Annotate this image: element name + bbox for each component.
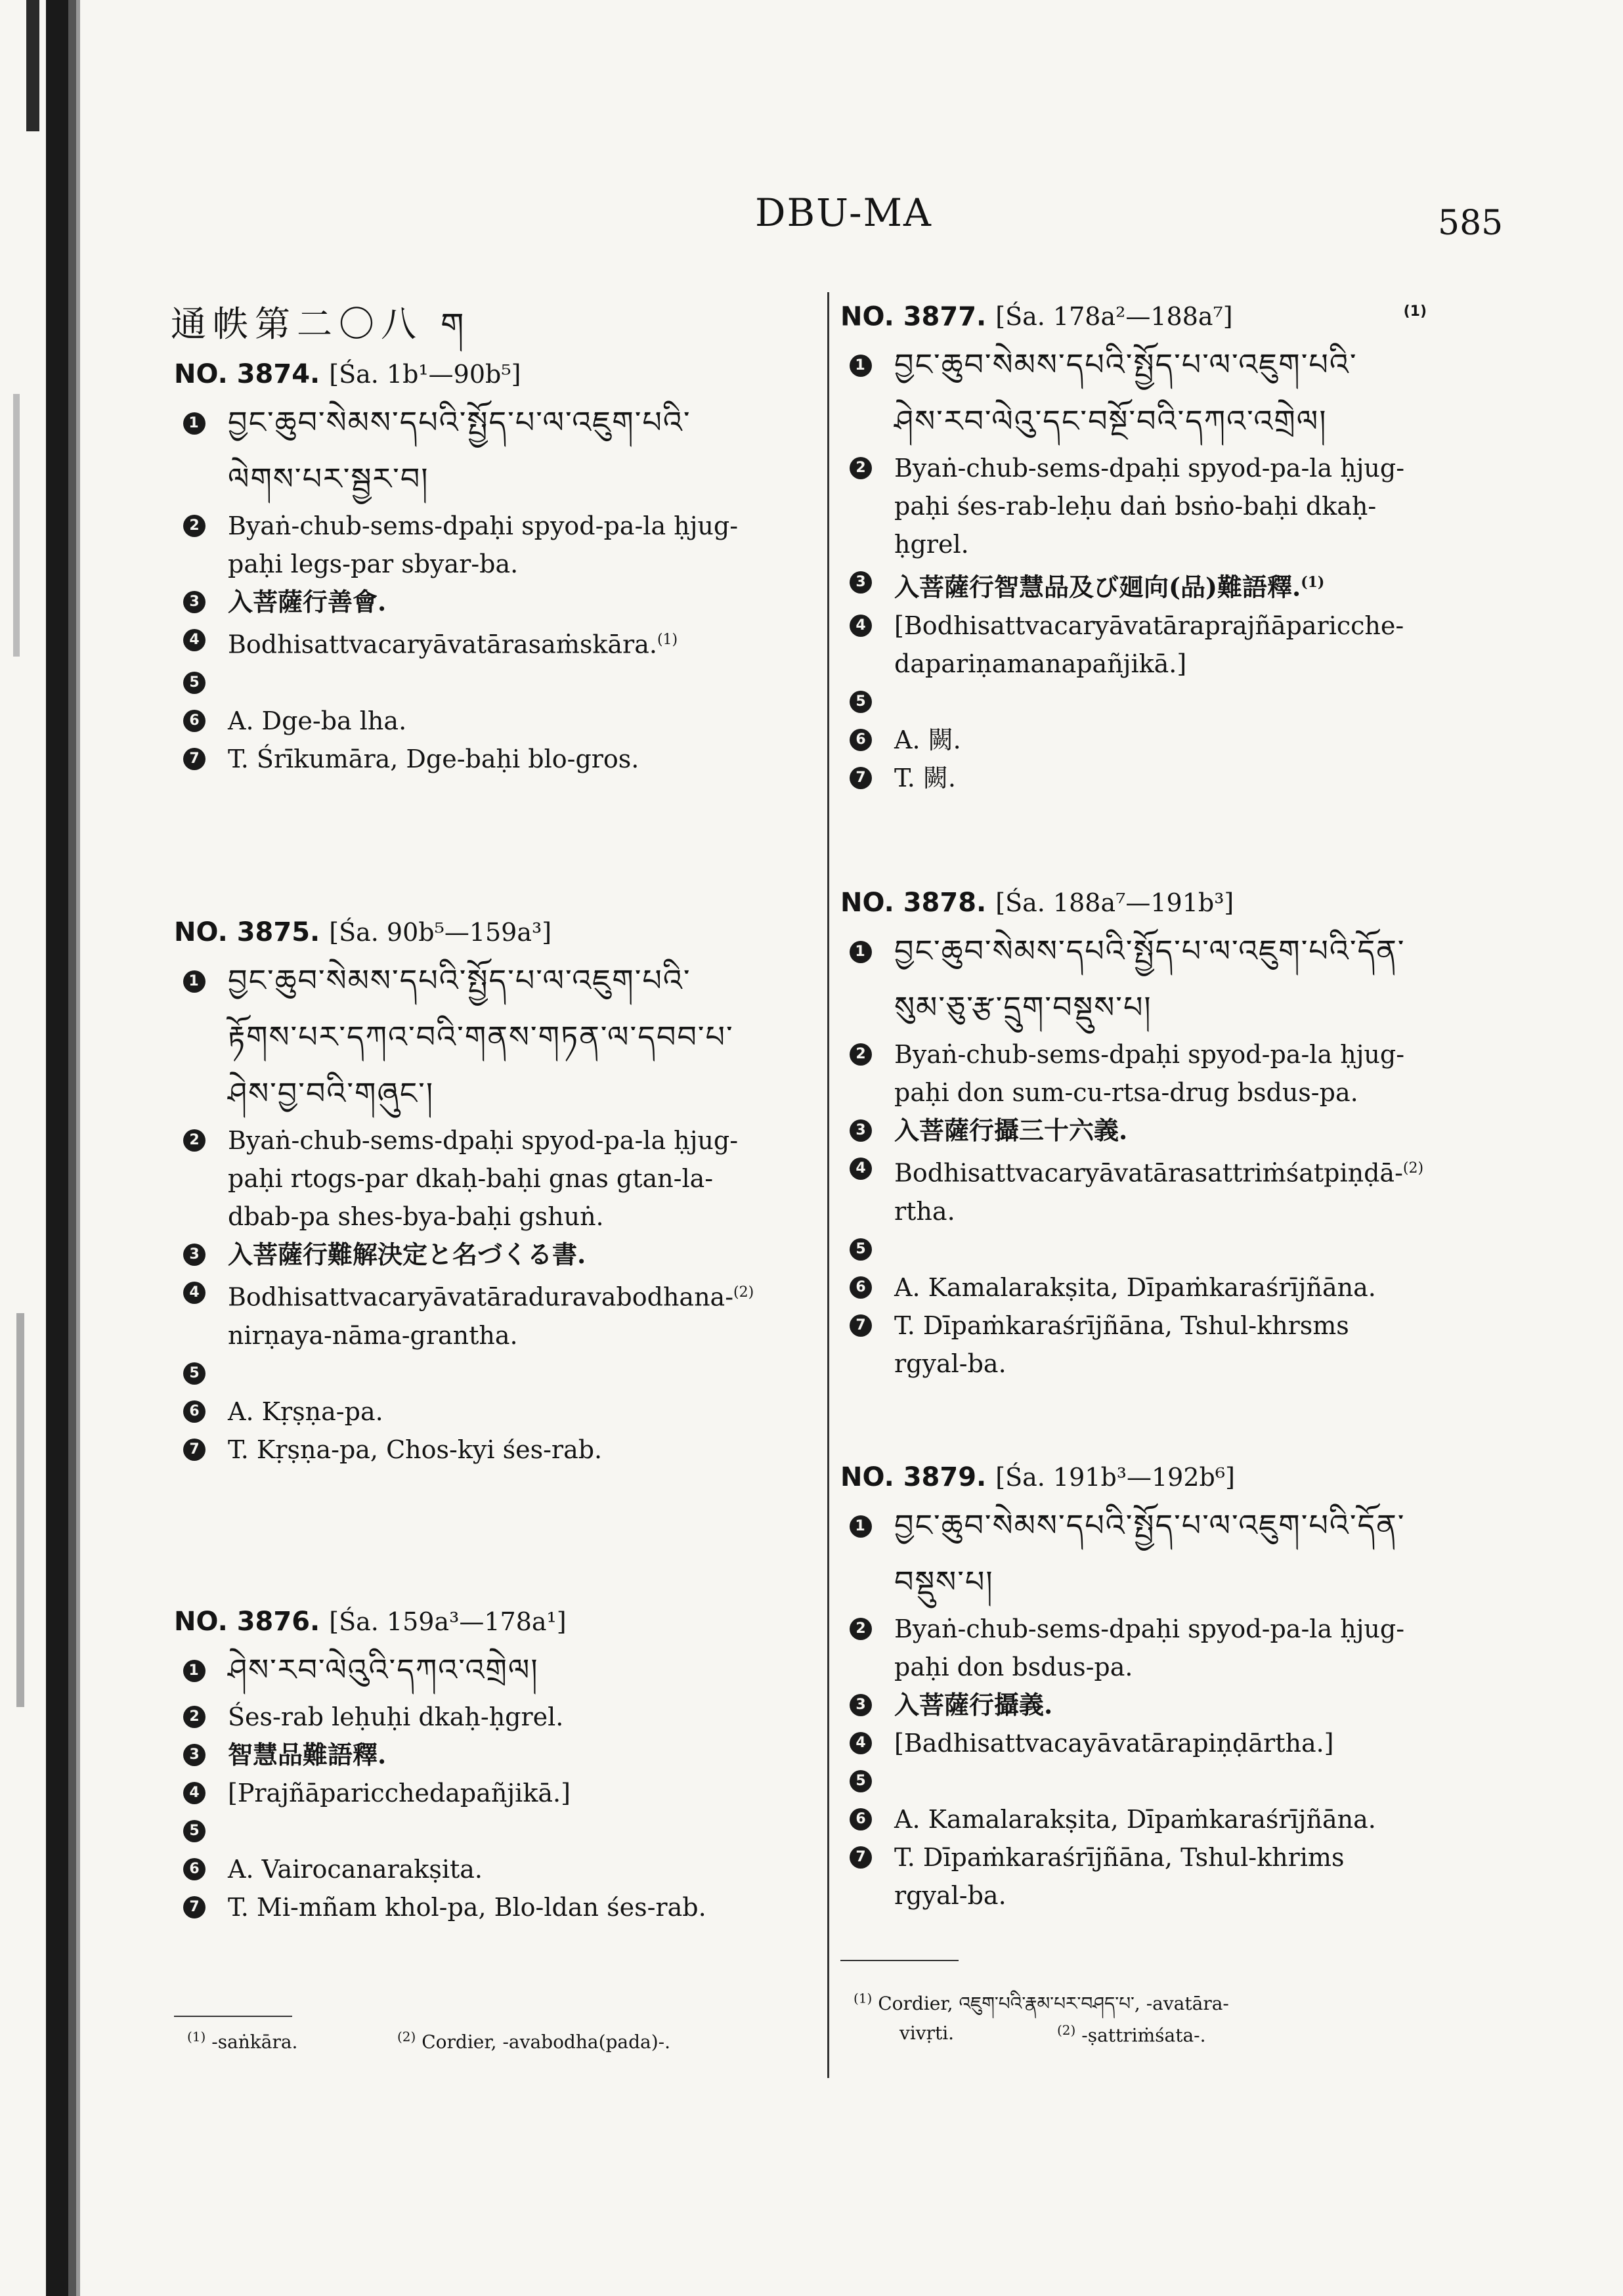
translator: T. 闕. [894,763,956,792]
footnote-rule [174,2016,292,2017]
tibetan-title: བྱང་ཆུབ་སེམས་དཔའི་སྤྱོད་པ་ལ་འཇུག་པའི་ [228,404,691,440]
translator: rgyal-ba. [894,1881,1006,1910]
field-number: 1 [183,970,206,993]
translator: rgyal-ba. [894,1349,1006,1378]
field-number: 6 [183,710,206,732]
field-number: 3 [850,1694,872,1716]
field-number: 2 [850,1618,872,1640]
author: A. Kṛṣṇa-pa. [228,1397,383,1426]
translator: T. Dīpaṁkaraśrījñāna, Tshul-khrims [894,1843,1345,1872]
translator: T. Kṛṣṇa-pa, Chos-kyi śes-rab. [228,1435,603,1464]
author: A. 闕. [894,725,961,754]
transliteration: Byaṅ-chub-sems-dpaḥi spyod-pa-la ḥjug- [894,1040,1405,1069]
chinese-title: 智慧品難語釋. [228,1740,387,1769]
tibetan-title: བྱང་ཆུབ་སེམས་དཔའི་སྤྱོད་པ་ལ་འཇུག་པའི་དོན་ [894,933,1406,968]
transliteration: Byaṅ-chub-sems-dpaḥi spyod-pa-la ḥjug- [894,454,1405,483]
tibetan-title: རྟོགས་པར་དཀའ་བའི་གནས་གཏན་ལ་དབབ་པ་ [228,1019,734,1054]
sanskrit-title: Bodhisattvacaryāvatārasaṁskāra. [228,630,657,659]
chinese-title: 入菩薩行攝三十六義. [894,1116,1128,1145]
field-number: 4 [183,1782,206,1804]
footnote-ref: (2) [1402,1160,1424,1177]
footnote: $^{(1)}$ -saṅkāra. [187,2029,298,2053]
field-number: 6 [850,729,872,751]
field-number: 5 [183,672,206,694]
transliteration: Byaṅ-chub-sems-dpaḥi spyod-pa-la ḥjug- [228,1126,739,1155]
author: A. Kamalarakṣita, Dīpaṁkaraśrījñāna. [894,1272,1376,1302]
author: A. Vairocanarakṣita. [228,1855,483,1884]
field-number: 5 [183,1820,206,1842]
field-number: 5 [850,691,872,713]
entry-3877 [840,292,1504,797]
field-number: 6 [850,1808,872,1830]
sanskrit-title: rtha. [894,1196,955,1226]
chinese-title: 入菩薩行攝義. [894,1690,1053,1720]
field-number: 1 [850,1515,872,1538]
sanskrit-title: [Badhisattvacayāvatārapiṇḍārtha.] [894,1729,1334,1758]
field-number: 7 [850,1846,872,1869]
entry-reference: [Śa. 191b³—192b⁶] [995,1463,1235,1492]
field-number: 1 [183,412,206,435]
transliteration: dbab-pa shes-bya-baḥi gshuṅ. [228,1202,604,1231]
author: A. Kamalarakṣita, Dīpaṁkaraśrījñāna. [894,1805,1376,1834]
footnote: $^{(2)}$ -ṣattriṁśata-. [1057,2022,1206,2047]
page-number: 585 [1438,204,1504,243]
entry-3876 [174,1602,837,1926]
field-number: 1 [850,355,872,377]
tibetan-title: བྱང་ཆུབ་སེམས་དཔའི་སྤྱོད་པ་ལ་འཇུག་པའི་ [228,963,691,998]
field-number: 4 [183,629,206,651]
field-number: 3 [183,591,206,613]
field-number: 6 [183,1400,206,1423]
entry-reference: [Śa. 188a⁷—191b³] [995,888,1234,917]
translator: T. Dīpaṁkaraśrījñāna, Tshul-khrsms [894,1310,1349,1340]
transliteration: paḥi don bsdus-pa. [894,1653,1133,1681]
tibetan-title: ལེགས་པར་སྦྱར་བ། [228,461,429,496]
field-number: 5 [850,1770,872,1792]
field-number: 7 [850,767,872,789]
field-number: 4 [850,615,872,637]
footnote-ref: (1) [1301,574,1325,592]
footnote: $^{(2)}$ Cordier, -avabodha(pada)-. [397,2029,671,2053]
field-number: 7 [183,1896,206,1918]
seal-mark: ག [441,306,471,344]
author: A. Dge-ba lha. [228,706,407,735]
tibetan-title: བྱང་ཆུབ་སེམས་དཔའི་སྤྱོད་པ་ལ་འཇུག་པའི་ [894,347,1358,383]
transliteration: paḥi legs-par sbyar-ba. [228,550,519,578]
page-header: DBU-MA [755,190,932,235]
entry-number: NO. 3879. [840,1462,987,1492]
field-number: 1 [850,941,872,963]
footnote-ref: (1) [1403,303,1427,320]
entry-3875 [174,913,837,1469]
translator: T. Mi-mñam khol-pa, Blo-ldan śes-rab. [228,1893,706,1922]
field-number: 3 [850,571,872,594]
field-number: 1 [183,1660,206,1682]
field-number: 4 [183,1282,206,1304]
tibetan-title: བྱང་ཆུབ་སེམས་དཔའི་སྤྱོད་པ་ལ་འཇུག་པའི་དོན་ [894,1507,1406,1543]
chinese-title: 入菩薩行善會. [228,587,387,617]
field-number: 5 [183,1362,206,1385]
field-number: 2 [183,1706,206,1728]
entry-number: NO. 3877. [840,301,987,332]
sanskrit-title: dapariṇamanapañjikā.] [894,649,1187,678]
entry-number: NO. 3874. [174,359,320,389]
tibetan-title: སུམ་ཅུ་རྩ་དྲུག་བསྡུས་པ། [894,989,1152,1025]
transliteration: paḥi rtogs-par dkaḥ-baḥi gnas gtan-la- [228,1164,714,1193]
entry-3879 [840,1458,1504,1915]
transliteration: paḥi don sum-cu-rtsa-drug bsdus-pa. [894,1078,1358,1107]
field-number: 6 [183,1858,206,1880]
footnote: vivṛti. [899,2022,955,2044]
translator: T. Śrīkumāra, Dge-baḥi blo-gros. [228,744,639,773]
chinese-title: 入菩薩行智慧品及び廻向(品)難語釋. [894,572,1301,602]
entry-number: NO. 3876. [174,1607,320,1637]
field-number: 2 [850,457,872,479]
entry-reference: [Śa. 178a²—188a⁷] [995,302,1233,332]
transliteration: paḥi śes-rab-leḥu daṅ bsṅo-baḥi dkaḥ- [894,492,1377,521]
transliteration: Śes-rab leḥuḥi dkaḥ-ḥgrel. [228,1702,564,1731]
field-number: 3 [183,1244,206,1266]
entry-number: NO. 3875. [174,917,320,947]
field-number: 7 [183,1439,206,1461]
tibetan-title: ཤེས་རབ་ལེའུའི་དཀའ་འགྲེལ། [228,1652,539,1687]
field-number: 7 [183,748,206,770]
tibetan-title: ཤེས་བྱ་བའི་གཞུང་། [228,1075,435,1111]
field-number: 2 [850,1043,872,1066]
transliteration: Byaṅ-chub-sems-dpaḥi spyod-pa-la ḥjug- [894,1614,1405,1643]
entry-reference: [Śa. 159a³—178a¹] [329,1607,567,1636]
entry-reference: [Śa. 90b⁵—159a³] [329,918,552,947]
field-number: 3 [183,1744,206,1766]
entry-3878 [840,883,1504,1383]
seal-text: 通帙第二〇八 [171,303,423,345]
footnote-ref: (2) [733,1284,754,1301]
field-number: 5 [850,1238,872,1261]
field-number: 6 [850,1276,872,1299]
chinese-title: 入菩薩行難解決定と名づくる書. [228,1240,586,1269]
sanskrit-title: [Prajñāparicchedapañjikā.] [228,1779,571,1808]
tibetan-title: བསྡུས་པ། [894,1564,994,1599]
entry-reference: [Śa. 1b¹—90b⁵] [329,360,521,389]
sanskrit-title: Bodhisattvacaryāvatārasattriṁśatpiṇḍā- [894,1158,1403,1188]
field-number: 2 [183,1129,206,1152]
footnote: $^{(1)}$ Cordier, འཇུག་པའི་རྣམ་པར་བཤད་པ་, -avatāra- [854,1990,1229,2014]
footnote-rule [840,1960,959,1961]
field-number: 2 [183,515,206,537]
field-number: 4 [850,1158,872,1180]
entry-number: NO. 3878. [840,888,987,918]
sanskrit-title: nirṇaya-nāma-grantha. [228,1320,518,1350]
footnote-ref: (1) [657,632,678,648]
field-number: 4 [850,1732,872,1754]
transliteration: ḥgrel. [894,530,969,559]
book-spine-edge [0,0,125,2296]
field-number: 7 [850,1314,872,1337]
entry-3874 [174,355,837,778]
tibetan-title: ཤེས་རབ་ལེའུ་དང་བསྔོ་བའི་དཀའ་འགྲེལ། [894,403,1328,439]
sanskrit-title: Bodhisattvacaryāvatāraduravabodhana- [228,1282,734,1312]
transliteration: Byaṅ-chub-sems-dpaḥi spyod-pa-la ḥjug- [228,511,739,540]
field-number: 3 [850,1119,872,1142]
sanskrit-title: [Bodhisattvacaryāvatāraprajñāparicche- [894,611,1404,640]
